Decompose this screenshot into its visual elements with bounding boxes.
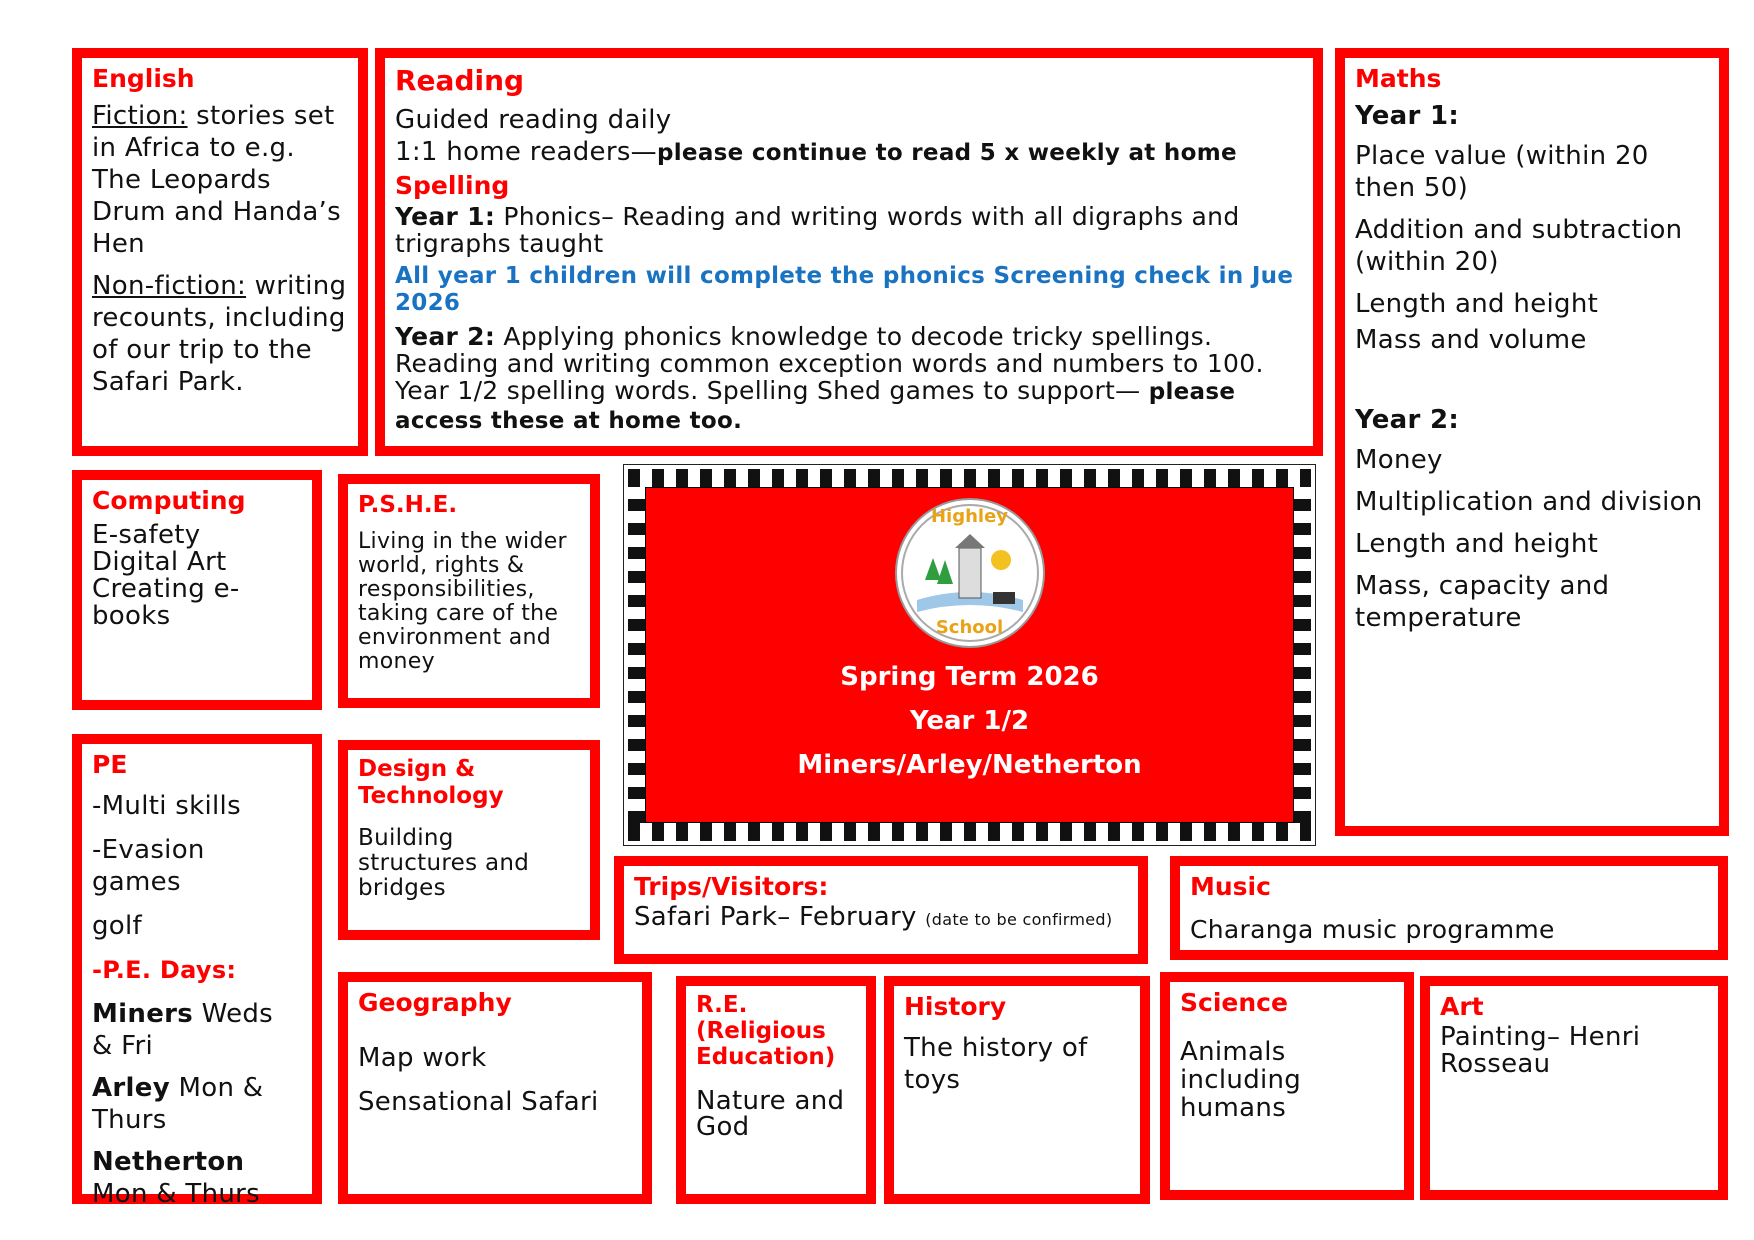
reading-box (375, 48, 1323, 456)
maths-y1-item: Length and height (1355, 289, 1599, 319)
centre-panel (623, 464, 1316, 846)
english-heading: English (92, 64, 195, 93)
term-title: Spring Term 2026 (840, 662, 1099, 692)
pe-day-row (92, 998, 302, 1062)
history-heading: History (904, 992, 1007, 1021)
maths-y2-item: Mass, capacity and temperature (1355, 571, 1610, 633)
music-box (1170, 856, 1728, 960)
pe-box (72, 734, 322, 1209)
art-text: Painting– Henri Rosseau (1440, 1022, 1641, 1079)
pe-day-when: Mon & Thurs (92, 1073, 264, 1135)
pe-day-when: Mon & Thurs (92, 1179, 260, 1209)
computing-item: Digital Art (92, 547, 227, 577)
pe-day-row (92, 1146, 302, 1210)
spelling-year2-bold: please access these at home too. (395, 379, 1236, 434)
science-box (1160, 972, 1414, 1200)
science-text: Animals including humans (1180, 1037, 1302, 1123)
pe-days-heading: -P.E. Days: (92, 956, 237, 984)
pshe-box (338, 474, 600, 708)
art-box (1420, 976, 1728, 1200)
reading-line-2-plain: 1:1 home readers— (395, 137, 657, 167)
reading-line-2 (395, 136, 1303, 169)
trips-note: (date to be confirmed) (925, 910, 1113, 929)
computing-item: Creating e-books (92, 574, 240, 631)
spelling-year1-label: Year 1: (395, 202, 496, 231)
art-heading: Art (1440, 992, 1484, 1021)
re-text: Nature and God (696, 1086, 845, 1142)
computing-heading: Computing (92, 486, 246, 515)
maths-year1-label-text: Year 1: (1355, 101, 1460, 131)
maths-heading: Maths (1355, 64, 1442, 93)
maths-y2-item: Multiplication and division (1355, 487, 1703, 517)
pe-item: -Multi skills (92, 791, 241, 821)
pe-day-class: Netherton (92, 1147, 245, 1177)
pe-heading: PE (92, 750, 128, 779)
re-heading: R.E. (Religious Education) (696, 992, 836, 1070)
maths-year1-label (1355, 100, 1709, 132)
year-title: Year 1/2 (909, 706, 1030, 736)
reading-heading: Reading (395, 64, 525, 97)
music-heading: Music (1190, 872, 1271, 901)
trips-main: Safari Park– February (634, 902, 926, 932)
fiction-label: Fiction: (92, 101, 188, 131)
reading-line-2-bold: please continue to read 5 x weekly at home (656, 140, 1237, 166)
history-box (884, 976, 1150, 1204)
spelling-year1 (395, 203, 1303, 257)
nonfiction-label: Non-fiction: (92, 271, 247, 301)
pe-item: golf (92, 911, 142, 941)
centre-title-area (645, 487, 1294, 823)
pshe-text: Living in the wider world, rights & responsibilities, taking care of the environment and money (358, 529, 567, 674)
dt-heading: Design & Technology (358, 756, 504, 809)
reading-line-1: Guided reading daily (395, 105, 672, 135)
pe-day-when: Weds & Fri (92, 999, 274, 1061)
classes-title: Miners/Arley/Netherton (797, 750, 1142, 780)
maths-year2-label-text: Year 2: (1355, 405, 1460, 435)
dt-box (338, 740, 600, 940)
trips-text (634, 904, 1128, 931)
pe-day-row (92, 1072, 302, 1136)
maths-year2-label (1355, 404, 1709, 436)
computing-box (72, 470, 322, 710)
maths-y1-item: Place value (within 20 then 50) (1355, 141, 1649, 203)
english-fiction (92, 100, 348, 260)
english-box (72, 48, 368, 456)
geography-item: Map work (358, 1043, 487, 1073)
english-nonfiction (92, 270, 348, 398)
re-box (676, 976, 876, 1204)
history-text: The history of toys (904, 1033, 1088, 1095)
maths-y1-item: Mass and volume (1355, 325, 1587, 355)
spelling-year2-label: Year 2: (395, 322, 496, 351)
trips-heading: Trips/Visitors: (634, 872, 829, 901)
maths-y2-item: Money (1355, 445, 1443, 475)
trips-box (614, 856, 1148, 964)
maths-y2-item: Length and height (1355, 529, 1599, 559)
maths-y1-item: Addition and subtraction (within 20) (1355, 215, 1683, 277)
phonics-note: All year 1 children will complete the phonics Screening check in Jue 2026 (395, 263, 1294, 316)
geography-box (338, 972, 652, 1204)
spelling-year2-text: Applying phonics knowledge to decode tricky spellings. Reading and writing common exception words and numbers to 100. Year 1/2 spelling words. Spelling Shed games to support— (395, 322, 1264, 405)
pshe-heading: P.S.H.E. (358, 492, 458, 518)
fiction-text: stories set in Africa to e.g. The Leopards Drum and Handa’s Hen (92, 101, 341, 259)
pe-item: -Evasion games (92, 835, 205, 897)
spelling-heading: Spelling (395, 171, 510, 200)
music-text: Charanga music programme (1190, 915, 1555, 944)
spelling-year2 (395, 323, 1303, 435)
geography-item: Sensational Safari (358, 1087, 599, 1117)
maths-box (1335, 48, 1729, 836)
spelling-year1-text: Phonics– Reading and writing words with all digraphs and trigraphs taught (395, 202, 1240, 258)
pe-day-class: Miners (92, 999, 194, 1029)
nonfiction-text: writing recounts, including of our trip to the Safari Park. (92, 271, 347, 397)
pe-day-class: Arley (92, 1073, 170, 1103)
dt-text: Building structures and bridges (358, 825, 530, 901)
logo-bottom-text: School (935, 617, 1004, 638)
science-heading: Science (1180, 988, 1288, 1017)
school-logo (895, 498, 1045, 648)
computing-item: E-safety (92, 520, 201, 550)
geography-heading: Geography (358, 988, 512, 1017)
logo-top-text: Highley (930, 506, 1009, 527)
